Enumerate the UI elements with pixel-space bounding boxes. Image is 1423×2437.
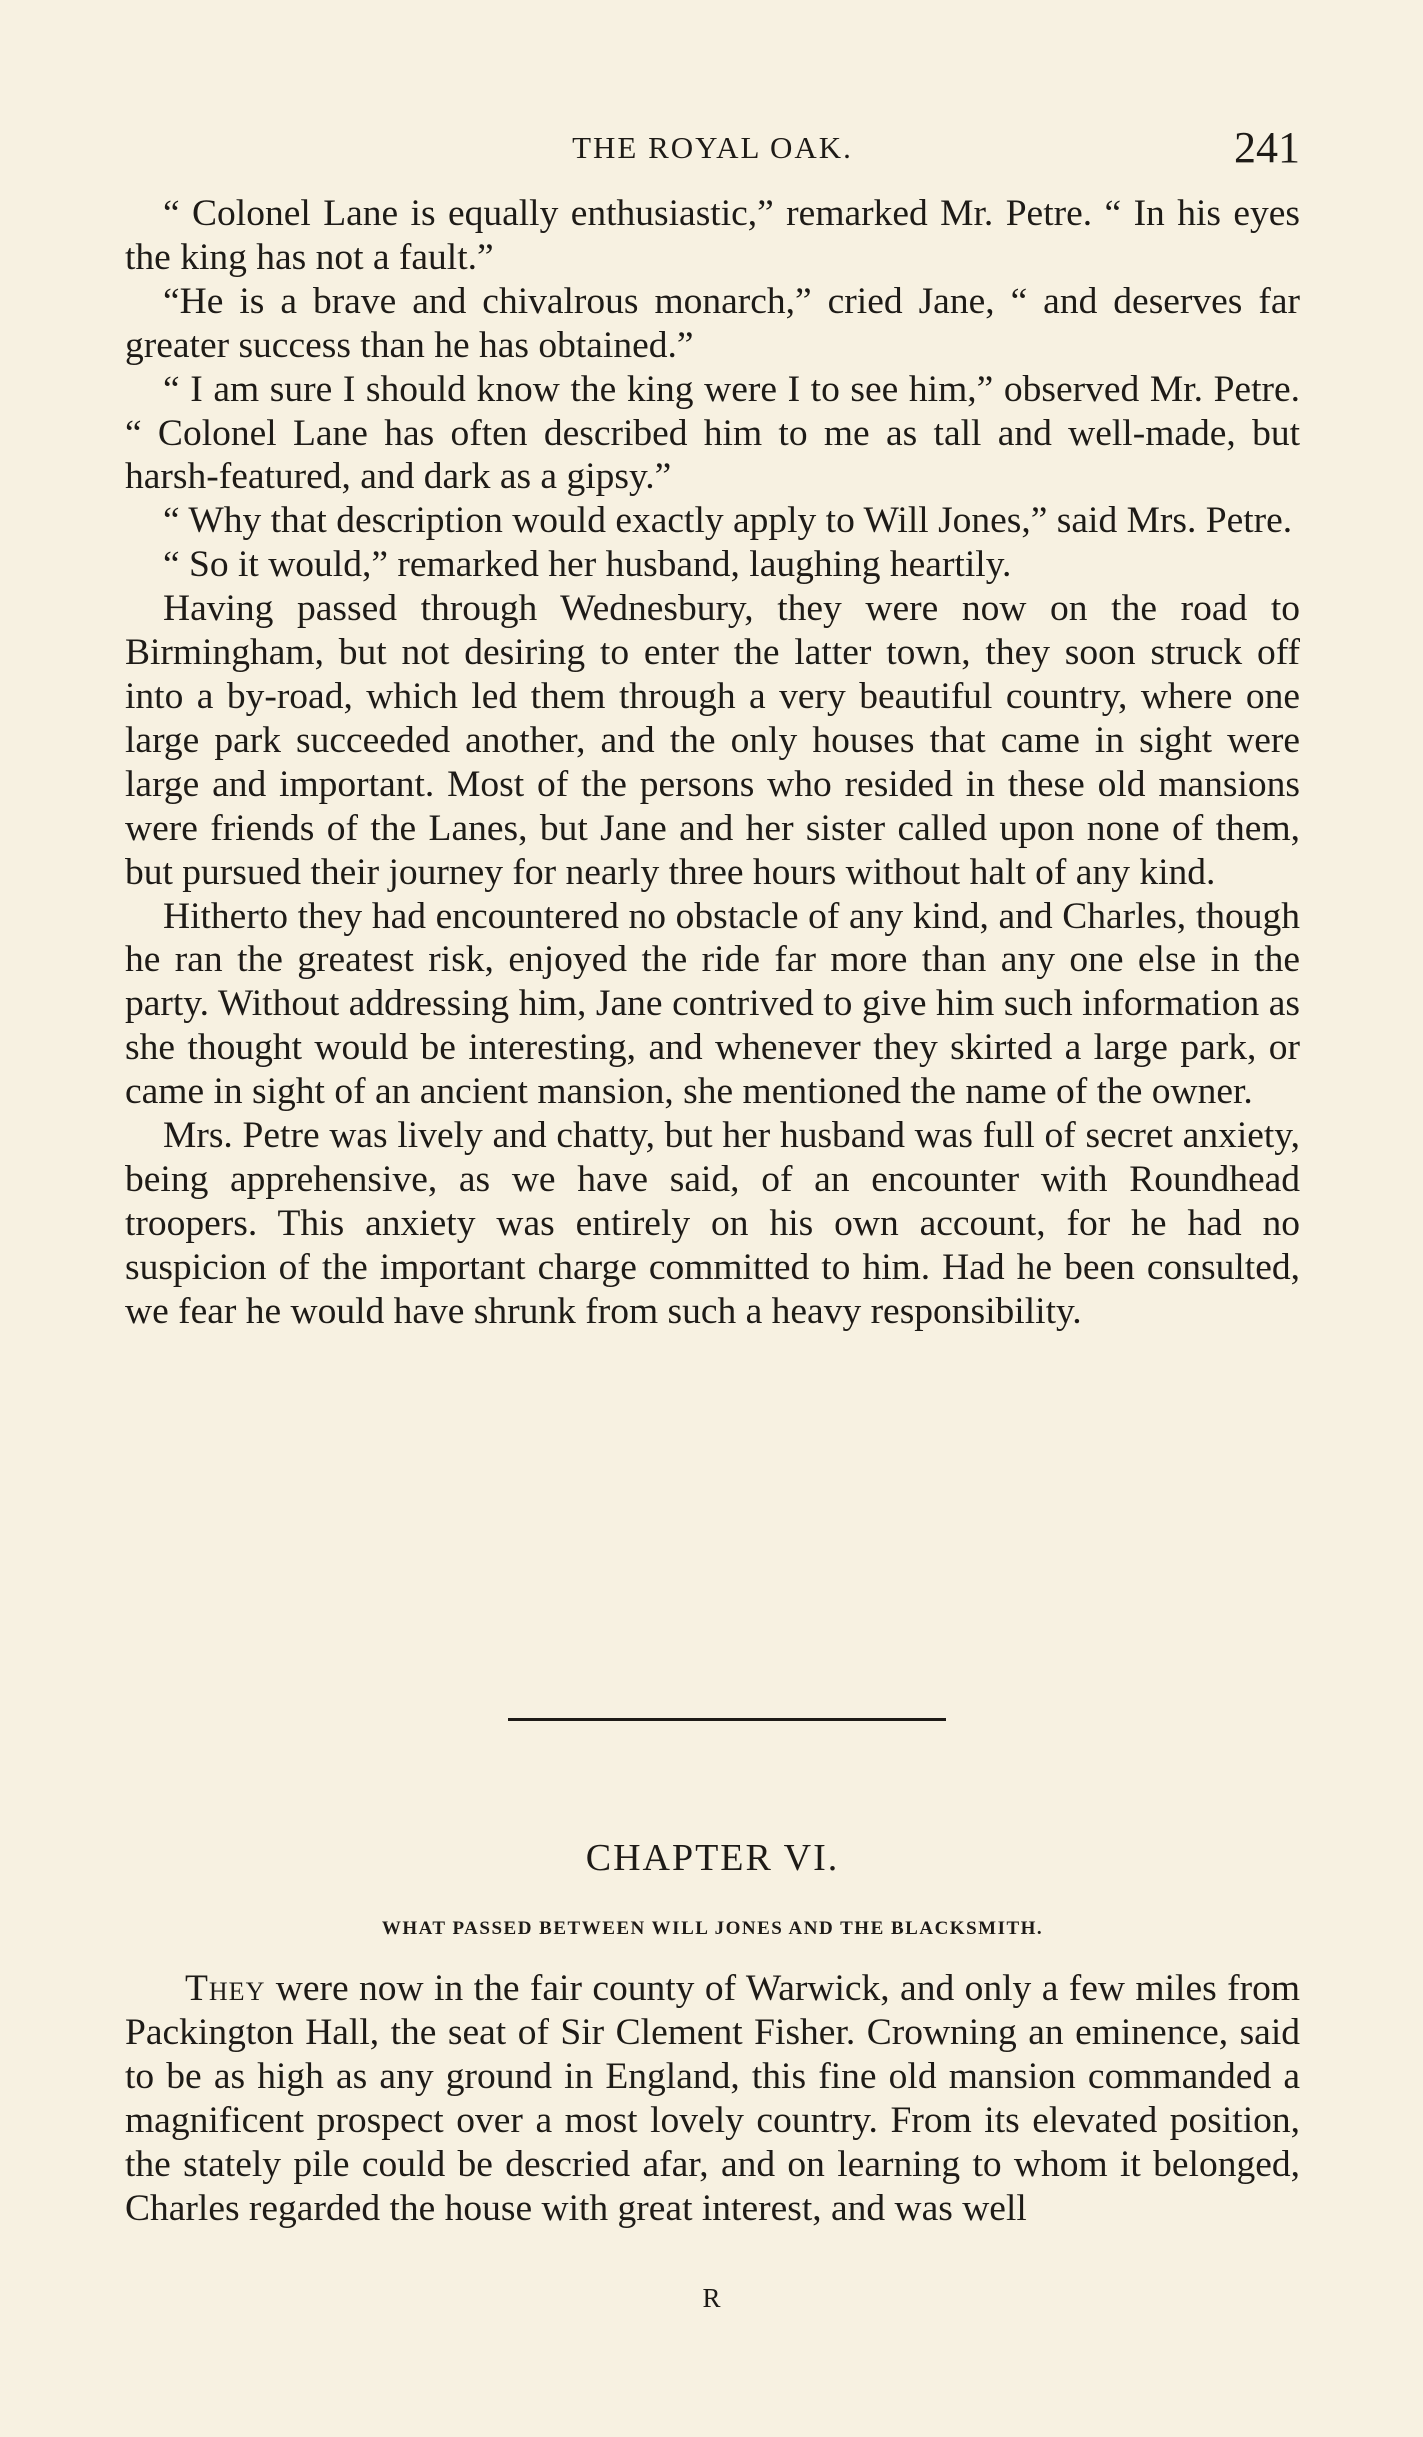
chapter-text	[125, 1967, 1300, 2230]
chapter-heading: CHAPTER VI.	[585, 1837, 840, 1879]
paragraph: “ Colonel Lane is equally enthusiastic,” remarked Mr. Petre. “ In his eyes the king has not a fault.”	[125, 193, 1300, 278]
signature-mark: R	[702, 2283, 721, 2313]
paragraph: “ I am sure I should know the king were I to see him,” observed Mr. Petre. “ Colonel Lane has often described him to me as tall and well-made, but harsh-featured, and dark as a gipsy.”	[125, 368, 1300, 498]
paragraph: “ Why that description would exactly apply to Will Jones,” said Mrs. Petre.	[163, 500, 1293, 542]
paragraph: “He is a brave and chivalrous monarch,” cried Jane, “ and deserves far greater success than he has obtained.”	[125, 280, 1300, 366]
page-number: 241	[1234, 123, 1300, 172]
paragraph: Having passed through Wednesbury, they were now on the road to Birmingham, but not desiring to enter the latter town, they soon struck off into a by-road, which led them through a very beautiful country, where one large park succeeded another, and the only houses that came in sight were large and important. Most of the persons who resided in these old mansions were friends of the Lanes, but Jane and her sister called upon none of them, but pursued their journey for nearly three hours without halt of any kind.	[125, 588, 1300, 893]
running-head	[125, 122, 1300, 172]
chapter-lead-word: They	[185, 1968, 266, 2009]
body-text	[125, 192, 1300, 1334]
chapter-subtitle: WHAT PASSED BETWEEN WILL JONES AND THE BLACKSMITH.	[381, 1918, 1044, 1939]
paragraph: Mrs. Petre was lively and chatty, but her husband was full of secret anxiety, being apprehensive, as we have said, of an encounter with Roundhead troopers. This anxiety was entirely on his own account, for he had no suspicion of the important charge committed to him. Had he been consulted, we fear he would have shrunk from such a heavy responsibility.	[125, 1115, 1300, 1332]
chapter-paragraph	[125, 1967, 1300, 2230]
running-title: THE ROYAL OAK.	[572, 130, 853, 165]
paragraph: “ So it would,” remarked her husband, laughing heartily.	[163, 544, 1012, 586]
chapter-paragraph-text: were now in the fair county of Warwick, and only a few miles from Packington Hall, the seat of Sir Clement Fisher. Crowning an eminence, said to be as high as any ground in England, this fine old mansion commanded a magnificent prospect over a most lovely country. From its elevated position, the stately pile could be descried afar, and on learning to whom it belonged, Charles regarded the house with great interest, and was well	[125, 1968, 1300, 2229]
section-divider	[508, 1718, 946, 1721]
paragraph: Hitherto they had encountered no obstacle of any kind, and Charles, though he ran the greatest risk, enjoyed the ride far more than any one else in the party. Without addressing him, Jane contrived to give him such information as she thought would be interesting, and whenever they skirted a large park, or came in sight of an ancient mansion, she mentioned the name of the owner.	[125, 895, 1300, 1113]
